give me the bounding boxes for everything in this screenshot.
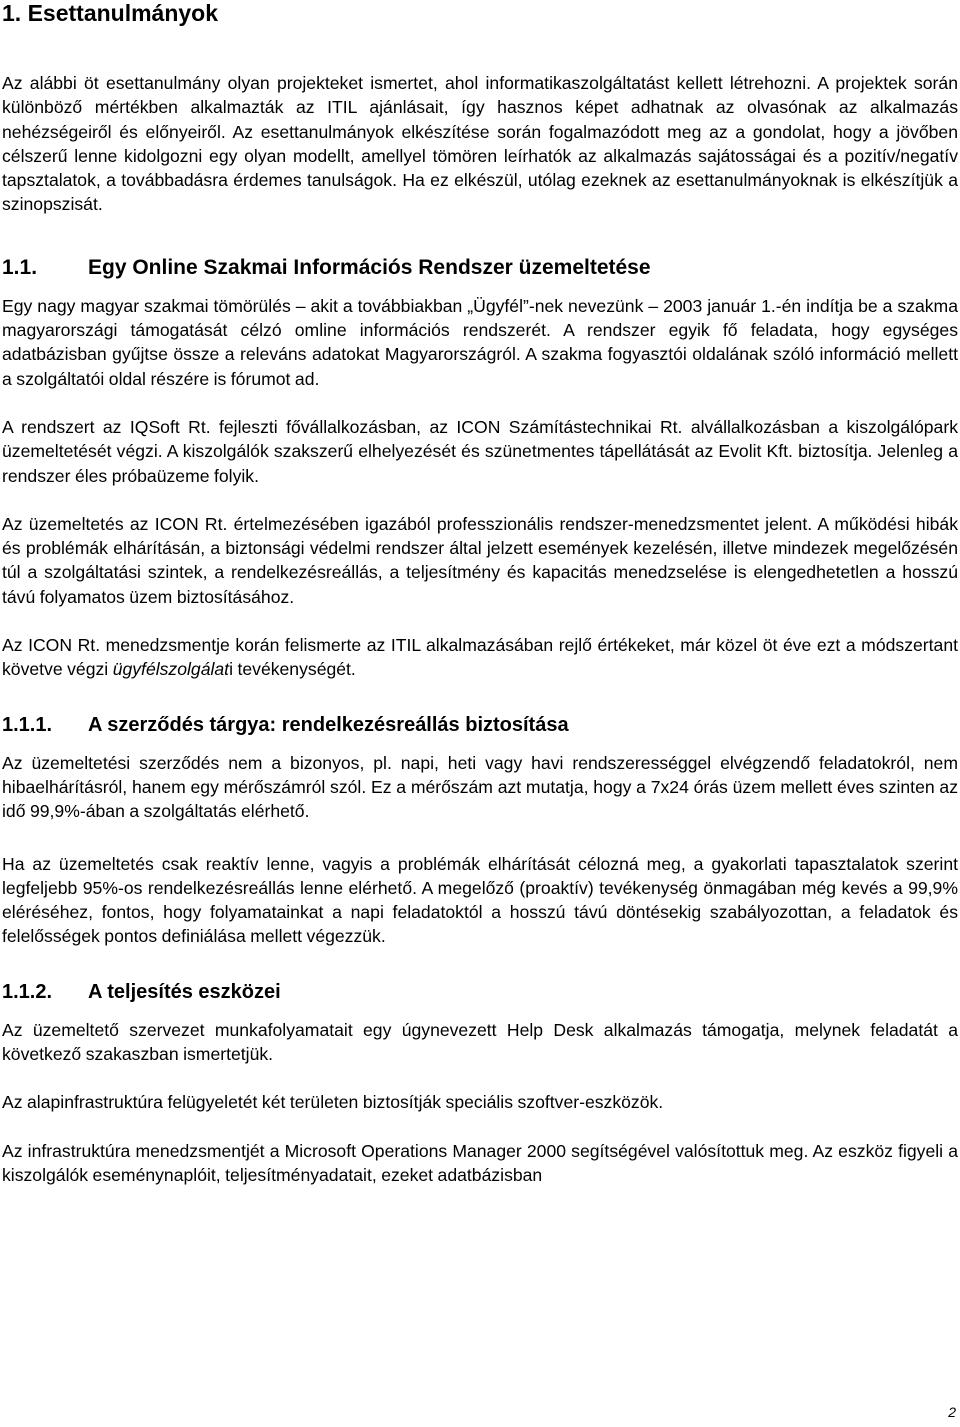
section-number: 1.1. <box>2 255 38 279</box>
paragraph: Az üzemeltetési szerződés nem a bizonyos, pl. napi, heti vagy havi rendszerességgel elvégzendő feladatokról, nem hibaelhárításról, hanem egy mérőszámról szól. Ez a mérőszám azt mutatja, hogy a 7x24 órás üzem mellett éves szinten az idő 99,9%-ában a szolgáltatás elérhető. <box>2 752 958 822</box>
spacer <box>2 391 958 415</box>
paragraph: Egy nagy magyar szakmai tömörülés – akit a továbbiakban „Ügyfél”-nek nevezünk – 2003 január 1.-én indítja be a szakma magyarországi támogatását célzó omline információs rendszerét. A rendszer egyik fő feladata, hogy egységes adatbázisban gyűjtse össze a releváns adatokat Magyarországról. A szakma fogyasztói oldalának szóló információ mellett a szolgáltatói oldal részére is fórumot ad. <box>2 295 958 389</box>
document-page <box>2 0 958 1187</box>
section-heading-1-1 <box>2 255 958 281</box>
spacer <box>2 1115 958 1139</box>
section-title: A teljesítés eszközei <box>88 980 281 1003</box>
spacer <box>2 738 958 751</box>
section-number: 1.1.1. <box>2 713 53 736</box>
text-run: Az ICON Rt. menedzsmentje korán felismerte az ITIL alkalmazásában rejlő értékeket, már közel öt éve ezt a módszertant követve végzi <box>2 635 958 680</box>
section-heading-1-1-1 <box>2 712 958 738</box>
spacer <box>2 1066 958 1090</box>
spacer <box>2 488 958 512</box>
intro-paragraph: Az alábbi öt esettanulmány olyan projekteket ismertet, ahol informatikaszolgáltatást kellett létrehozni. A projektek során különböző mértékben alkalmazták az ITIL ajánlásait, így hasznos képet adhatnak az olvasónak az alkalmazás nehézségeiről és előnyeiről. Az esettanulmányok elkészítése során fogalmazódott meg az a gondolat, hogy a jövőben célszerű lenne kidolgozni egy olyan modellt, amellyel tömören leírhatók az alkalmazás sajátosságai és a pozitív/negatív tapsztalatok, a továbbadásra érdemes tanulságok. Ha ez elkészül, utólag ezeknek az esettanulmányoknak is elkészítjük a szinopszisát. <box>2 73 958 215</box>
spacer <box>2 609 958 633</box>
paragraph: Az üzemeltetés az ICON Rt. értelmezésében igazából professzionális rendszer-menedzsmentet jelent. A működési hibák és problémák elhárításán, a biztonsági védelmi rendszer által jelzett események kezelésén, illetve mindezek megelőzésén túl a szolgáltatási szintek, a rendelkezésreállás, a teljesítmény és kapacitás menedzselése is elengedhetetlen a hosszú távú folyamatos üzem biztosításához. <box>2 513 958 607</box>
spacer <box>2 824 958 852</box>
paragraph: Az üzemeltető szervezet munkafolyamatait egy úgynevezett Help Desk alkalmazás támogatja, melynek feladatát a következő szakaszban ismertetjük. <box>2 1019 958 1065</box>
paragraph: A rendszert az IQSoft Rt. fejleszti fővállalkozásban, az ICON Számítástechnikai Rt. alvállalkozásban a kiszolgálópark üzemeltetését végzi. A kiszolgálók szakszerű elhelyezését és szünetmentes tápellátását az Evolit Kft. biztosítja. Jelenleg a rendszer éles próbaüzeme folyik. <box>2 416 958 486</box>
chapter-heading: 1. Esettanulmányok <box>2 0 219 26</box>
spacer <box>2 949 958 979</box>
section-heading-1-1-2 <box>2 979 958 1005</box>
page-number: 2 <box>948 1404 956 1420</box>
section-title: Egy Online Szakmai Információs Rendszer üzemeltetése <box>88 255 651 279</box>
paragraph: Az alapinfrastruktúra felügyeletét két területen biztosítják speciális szoftver-eszközök. <box>2 1092 664 1113</box>
spacer <box>2 281 958 294</box>
spacer <box>2 682 958 712</box>
section-number: 1.1.2. <box>2 980 53 1003</box>
spacer <box>2 217 958 255</box>
text-run: i tevékenységét. <box>229 659 356 680</box>
italic-term: ügyfélszolgálat <box>112 659 230 680</box>
spacer <box>2 1005 958 1018</box>
paragraph <box>2 633 958 682</box>
paragraph: Az infrastruktúra menedzsmentjét a Microsoft Operations Manager 2000 segítségével valósítottuk meg. Az eszköz figyeli a kiszolgálók eseménynaplóit, teljesítményadatait, ezeket adatbázisban <box>2 1140 958 1185</box>
section-title: A szerződés tárgya: rendelkezésreállás biztosítása <box>88 713 569 736</box>
spacer <box>2 26 958 71</box>
paragraph: Ha az üzemeltetés csak reaktív lenne, vagyis a problémák elhárítását célozná meg, a gyakorlati tapasztalatok szerint legfeljebb 95%-os rendelkezésreállás lenne elérhető. A megelőző (proaktív) tevékenység önmagában még kevés a 99,9% eléréséhez, fontos, hogy folyamatainkat a napi feladatoktól a hosszú távú döntésekig szabályozottan, a feladatok és felelősségek pontos definiálása mellett végezzük. <box>2 853 958 947</box>
